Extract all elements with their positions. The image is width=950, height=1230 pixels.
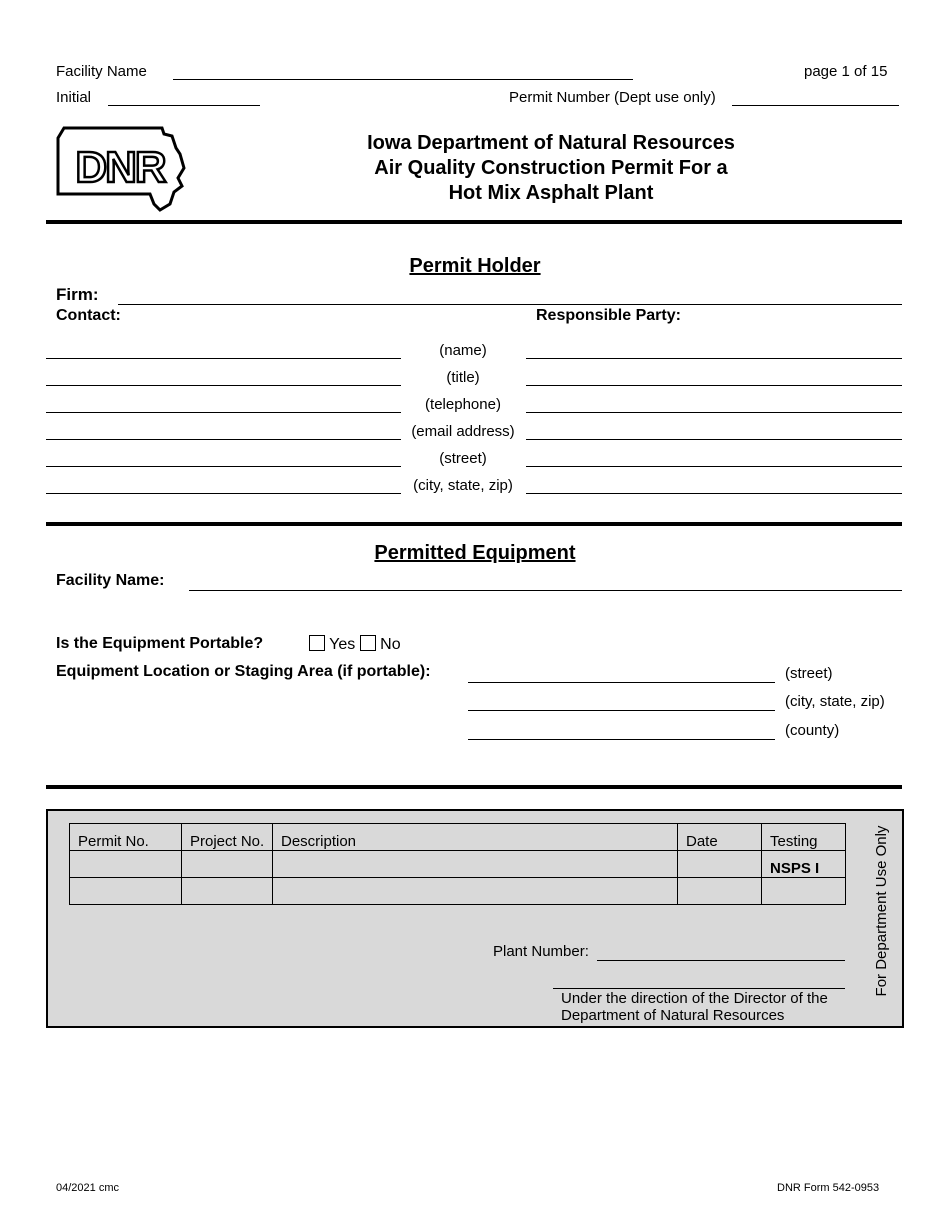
column-testing: Testing <box>762 824 846 851</box>
permit-table <box>69 823 846 905</box>
equipment-facility-name-input[interactable] <box>189 590 902 591</box>
facility-name-label: Facility Name <box>56 63 147 80</box>
table-cell[interactable] <box>182 851 273 878</box>
portable-options <box>309 635 401 654</box>
facility-name-input[interactable] <box>173 79 633 80</box>
yes-checkbox[interactable] <box>309 635 325 651</box>
column-permit-no: Permit No. <box>70 824 182 851</box>
street-label: (street) <box>439 450 487 467</box>
director-text <box>561 990 828 1024</box>
table-cell[interactable] <box>762 878 846 905</box>
table-cell[interactable] <box>273 878 678 905</box>
department-use-box <box>46 809 904 1028</box>
responsible-telephone-input[interactable] <box>526 412 902 413</box>
director-line-1: Under the direction of the Director of the <box>561 990 828 1007</box>
firm-label: Firm: <box>56 285 99 304</box>
table-cell[interactable] <box>182 878 273 905</box>
page-title <box>300 131 802 206</box>
column-date: Date <box>678 824 762 851</box>
permit-number-label: Permit Number (Dept use only) <box>509 89 716 106</box>
location-city-input[interactable] <box>468 710 775 711</box>
title-label: (title) <box>446 369 480 386</box>
permit-holder-heading: Permit Holder <box>409 255 541 277</box>
yes-label: Yes <box>329 636 356 653</box>
email-label: (email address) <box>411 423 515 440</box>
responsible-title-input[interactable] <box>526 385 902 386</box>
footer-date: 04/2021 cmc <box>56 1182 119 1194</box>
title-line-1: Iowa Department of Natural Resources <box>367 132 735 154</box>
portable-question: Is the Equipment Portable? <box>56 635 264 652</box>
location-county-input[interactable] <box>468 739 775 740</box>
contact-title-input[interactable] <box>46 385 401 386</box>
director-line-2: Department of Natural Resources <box>561 1007 785 1024</box>
title-line-2: Air Quality Construction Permit For a <box>374 157 728 179</box>
initial-input[interactable] <box>108 105 260 106</box>
section-divider <box>46 522 902 526</box>
contact-name-input[interactable] <box>46 358 401 359</box>
dnr-logo <box>54 124 188 212</box>
contact-email-input[interactable] <box>46 439 401 440</box>
firm-input[interactable] <box>118 304 902 305</box>
column-description: Description <box>273 824 678 851</box>
location-county-label: (county) <box>785 722 840 739</box>
responsible-party-label: Responsible Party: <box>536 307 681 324</box>
section-divider <box>46 220 902 224</box>
footer-form-number: DNR Form 542-0953 <box>777 1182 880 1194</box>
location-city-label: (city, state, zip) <box>785 693 885 710</box>
responsible-name-input[interactable] <box>526 358 902 359</box>
department-use-label: For Department Use Only <box>873 825 890 997</box>
table-cell[interactable] <box>273 851 678 878</box>
no-checkbox[interactable] <box>360 635 376 651</box>
title-line-3: Hot Mix Asphalt Plant <box>448 182 654 204</box>
location-street-label: (street) <box>785 665 833 682</box>
name-label: (name) <box>439 342 487 359</box>
page-number: page 1 of 15 <box>804 63 888 80</box>
table-row <box>70 878 846 905</box>
table-row <box>70 851 846 878</box>
no-label: No <box>380 636 401 653</box>
table-cell[interactable] <box>70 878 182 905</box>
telephone-label: (telephone) <box>425 396 501 413</box>
location-street-input[interactable] <box>468 682 775 683</box>
equipment-facility-name-label: Facility Name: <box>56 572 165 589</box>
director-signature-line[interactable] <box>553 988 845 989</box>
contact-label: Contact: <box>56 307 121 324</box>
contact-city-input[interactable] <box>46 493 401 494</box>
responsible-email-input[interactable] <box>526 439 902 440</box>
permitted-equipment-heading: Permitted Equipment <box>374 542 576 564</box>
permit-number-input[interactable] <box>732 105 899 106</box>
initial-label: Initial <box>56 89 92 106</box>
contact-street-input[interactable] <box>46 466 401 467</box>
table-cell[interactable] <box>678 878 762 905</box>
responsible-street-input[interactable] <box>526 466 902 467</box>
responsible-city-input[interactable] <box>526 493 902 494</box>
location-label: Equipment Location or Staging Area (if portable): <box>56 663 431 680</box>
section-divider <box>46 785 902 789</box>
logo-text: DNR <box>75 143 165 192</box>
table-cell[interactable] <box>70 851 182 878</box>
plant-number-input[interactable] <box>597 960 845 961</box>
table-cell[interactable] <box>678 851 762 878</box>
city-label: (city, state, zip) <box>413 477 513 494</box>
column-project-no: Project No. <box>182 824 273 851</box>
plant-number-label: Plant Number: <box>493 943 589 960</box>
testing-value: NSPS I <box>762 851 846 878</box>
contact-telephone-input[interactable] <box>46 412 401 413</box>
table-header-row <box>70 824 846 851</box>
